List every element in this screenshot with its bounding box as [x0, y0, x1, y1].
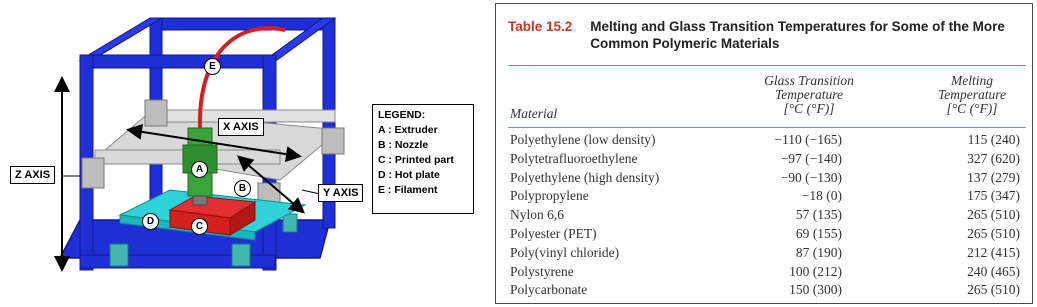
header-glass-transition — [734, 74, 884, 116]
header-glass-line1: Glass Transition — [764, 73, 854, 88]
cell-glass-transition: 100 (212) — [789, 263, 842, 279]
cell-material: Poly(vinyl chloride) — [510, 244, 620, 260]
table-row — [510, 245, 1030, 264]
cell-material: Polycarbonate — [510, 282, 588, 298]
diagram-legend — [372, 104, 474, 214]
cell-melting: 265 (510) — [967, 207, 1020, 223]
cell-glass-transition: 69 (155) — [795, 225, 842, 241]
printer-diagram — [0, 0, 490, 307]
y-axis-label: Y AXIS — [318, 184, 363, 202]
marker-a: A — [191, 161, 208, 178]
table-row — [510, 264, 1030, 283]
legend-title: LEGEND: — [378, 109, 426, 121]
legend-item: C : Printed part — [378, 154, 454, 166]
legend-item: D : Hot plate — [378, 169, 440, 181]
table-caption — [508, 18, 1028, 52]
cell-material: Polyester (PET) — [510, 225, 597, 241]
header-glass-units: [°C (°F)] — [783, 101, 835, 116]
cell-glass-transition: −18 (0) — [801, 188, 842, 204]
cell-glass-transition: 57 (135) — [795, 207, 842, 223]
table-row — [510, 151, 1030, 170]
cell-material: Polyethylene (high density) — [510, 169, 660, 185]
table-row — [510, 188, 1030, 207]
table-row — [510, 226, 1030, 245]
cell-melting: 212 (415) — [967, 244, 1020, 260]
table-body — [510, 132, 1030, 301]
cell-melting: 175 (347) — [967, 188, 1020, 204]
header-melting — [916, 74, 1028, 116]
marker-e: E — [204, 58, 221, 75]
cell-glass-transition: −90 (−130) — [780, 169, 842, 185]
table-number: Table 15.2 — [508, 19, 573, 34]
marker-c: C — [191, 218, 208, 235]
table-row — [510, 282, 1030, 301]
z-axis-label: Z AXIS — [10, 166, 55, 184]
table-title: Melting and Glass Transition Temperatures for Some of the More Common Polymeric Materials — [590, 19, 1005, 51]
header-melting-line1: Melting — [951, 73, 993, 88]
x-axis-label: X AXIS — [218, 118, 264, 136]
table-row — [510, 207, 1030, 226]
polymer-temperature-table — [495, 3, 1033, 304]
cell-melting: 240 (465) — [967, 263, 1020, 279]
cell-melting: 265 (510) — [967, 225, 1020, 241]
legend-item: B : Nozzle — [378, 139, 429, 151]
cell-melting: 327 (620) — [967, 150, 1020, 166]
header-material: Material — [510, 106, 558, 121]
cell-melting: 115 (240) — [967, 132, 1020, 147]
cell-melting: 137 (279) — [967, 169, 1020, 185]
cell-glass-transition: −110 (−165) — [774, 132, 842, 147]
cell-material: Polystyrene — [510, 263, 574, 279]
caption-rule — [508, 65, 1026, 66]
table-row — [510, 170, 1030, 189]
cell-material: Polypropylene — [510, 188, 589, 204]
cell-material: Polytetrafluoroethylene — [510, 150, 638, 166]
marker-b: B — [234, 180, 251, 197]
header-rule — [508, 127, 1026, 128]
legend-item: A : Extruder — [378, 124, 438, 136]
header-glass-line2: Temperature — [774, 87, 843, 102]
cell-material: Polyethylene (low density) — [510, 132, 656, 147]
cell-glass-transition: −97 (−140) — [780, 150, 842, 166]
cell-melting: 265 (510) — [967, 282, 1020, 298]
table-row — [510, 132, 1030, 151]
header-melting-units: [°C (°F)] — [946, 101, 998, 116]
cell-glass-transition: 150 (300) — [789, 282, 842, 298]
header-melting-line2: Temperature — [937, 87, 1006, 102]
legend-item: E : Filament — [378, 184, 438, 196]
cell-material: Nylon 6,6 — [510, 207, 564, 223]
cell-glass-transition: 87 (190) — [795, 244, 842, 260]
marker-d: D — [142, 213, 159, 230]
